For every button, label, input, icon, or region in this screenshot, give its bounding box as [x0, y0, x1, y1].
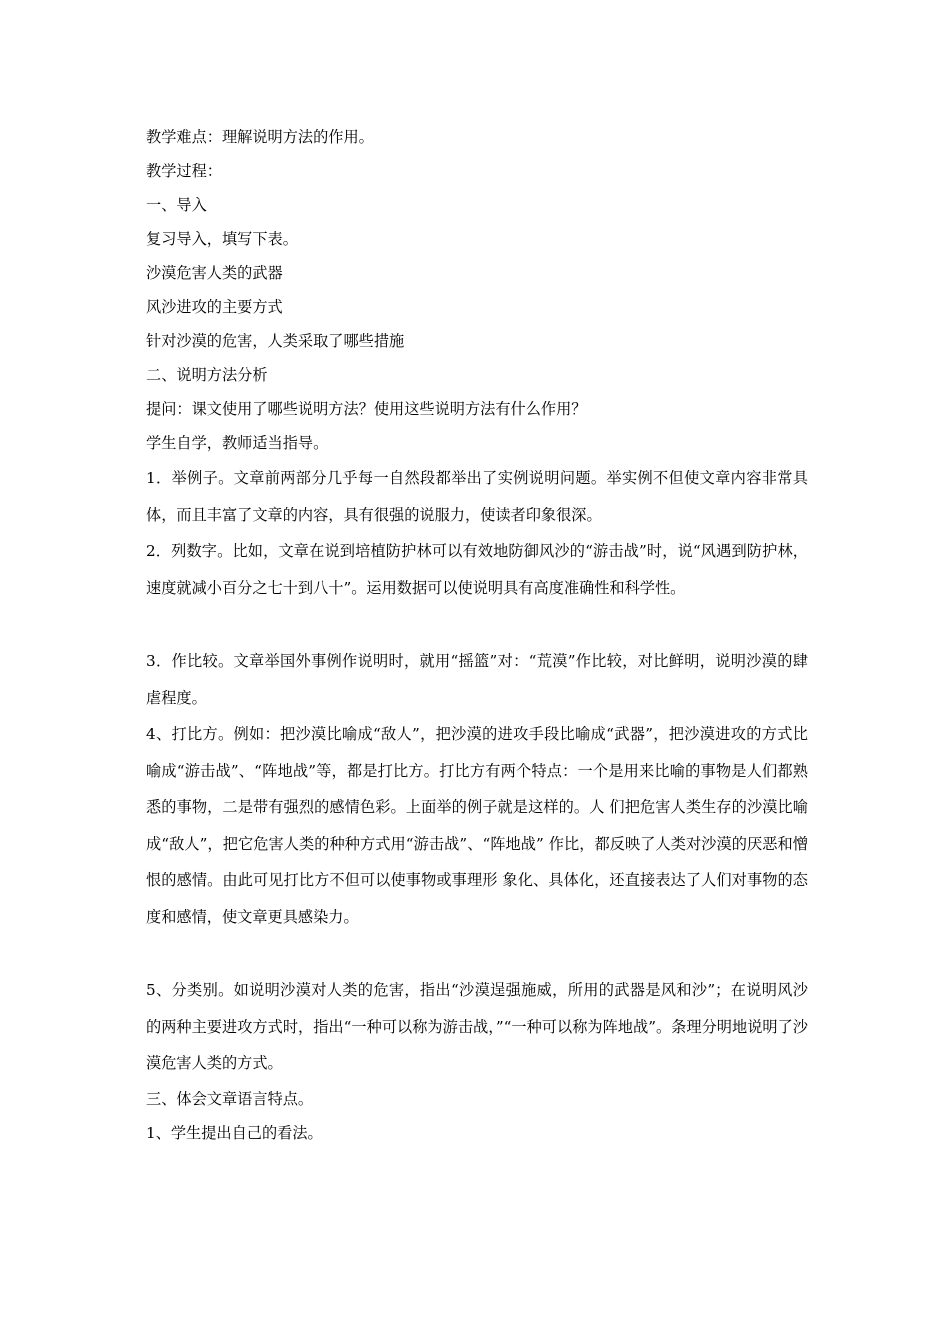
question-line: 提问：课文使用了哪些说明方法？使用这些说明方法有什么作用？	[146, 400, 587, 418]
section-heading-methods: 二、说明方法分析	[146, 366, 268, 384]
section-heading-language: 三、体会文章语言特点。	[146, 1090, 314, 1108]
text-line: 针对沙漠的危害，人类采取了哪些措施	[146, 332, 405, 350]
text-line: 1、学生提出自己的看法。	[146, 1124, 323, 1142]
teaching-difficulty-line: 教学难点：理解说明方法的作用。	[146, 128, 374, 146]
document-body	[146, 120, 808, 1150]
text-line: 复习导入，填写下表。	[146, 230, 298, 248]
paragraph-analogy: 4、打比方。例如：把沙漠比喻成“敌人”，把沙漠的进攻手段比喻成“武器”，把沙漠进攻的方式比喻成“游击战”、“阵地战”等，都是打比方。打比方有两个特点：一个是用来比喻的事物是人们都熟悉的事物，二是带有强烈的感情色彩。上面举的例子就是这样的。人 们把危害人类生存的沙漠比喻成“敌人”，把它危害人类的种种方式用“游击战”、“阵地战” 作比，都反映了人类对沙漠的厌恶和憎恨的感情。由此可见打比方不但可以使事物或事理形 象化、具体化，还直接表达了人们对事物的态度和感情，使文章更具感染力。	[146, 725, 808, 926]
paragraph-numbers: 2．列数字。比如，文章在说到培植防护林可以有效地防御风沙的“游击战”时，说“风遇到防护林，速度就减小百分之七十到八十”。运用数据可以使说明具有高度准确性和科学性。	[146, 542, 808, 597]
section-heading-intro: 一、导入	[146, 196, 207, 214]
teaching-process-heading: 教学过程：	[146, 162, 222, 180]
paragraph-comparison: 3．作比较。文章举国外事例作说明时，就用“摇篮”对：“荒漠”作比较，对比鲜明，说明沙漠的肆虐程度。	[146, 652, 808, 707]
text-line: 风沙进攻的主要方式	[146, 298, 283, 316]
text-line: 沙漠危害人类的武器	[146, 264, 283, 282]
paragraph-classification: 5、分类别。如说明沙漠对人类的危害，指出“沙漠逞强施威，所用的武器是风和沙”；在说明风沙的两种主要进攻方式时，指出“一种可以称为游击战，”“一种可以称为阵地战”。条理分明地说明了沙漠危害人类的方式。	[146, 981, 808, 1072]
paragraph-examples: 1．举例子。文章前两部分几乎每一自然段都举出了实例说明问题。举实例不但使文章内容非常具体，而且丰富了文章的内容，具有很强的说服力，使读者印象很深。	[146, 469, 808, 524]
text-line: 学生自学，教师适当指导。	[146, 434, 329, 452]
